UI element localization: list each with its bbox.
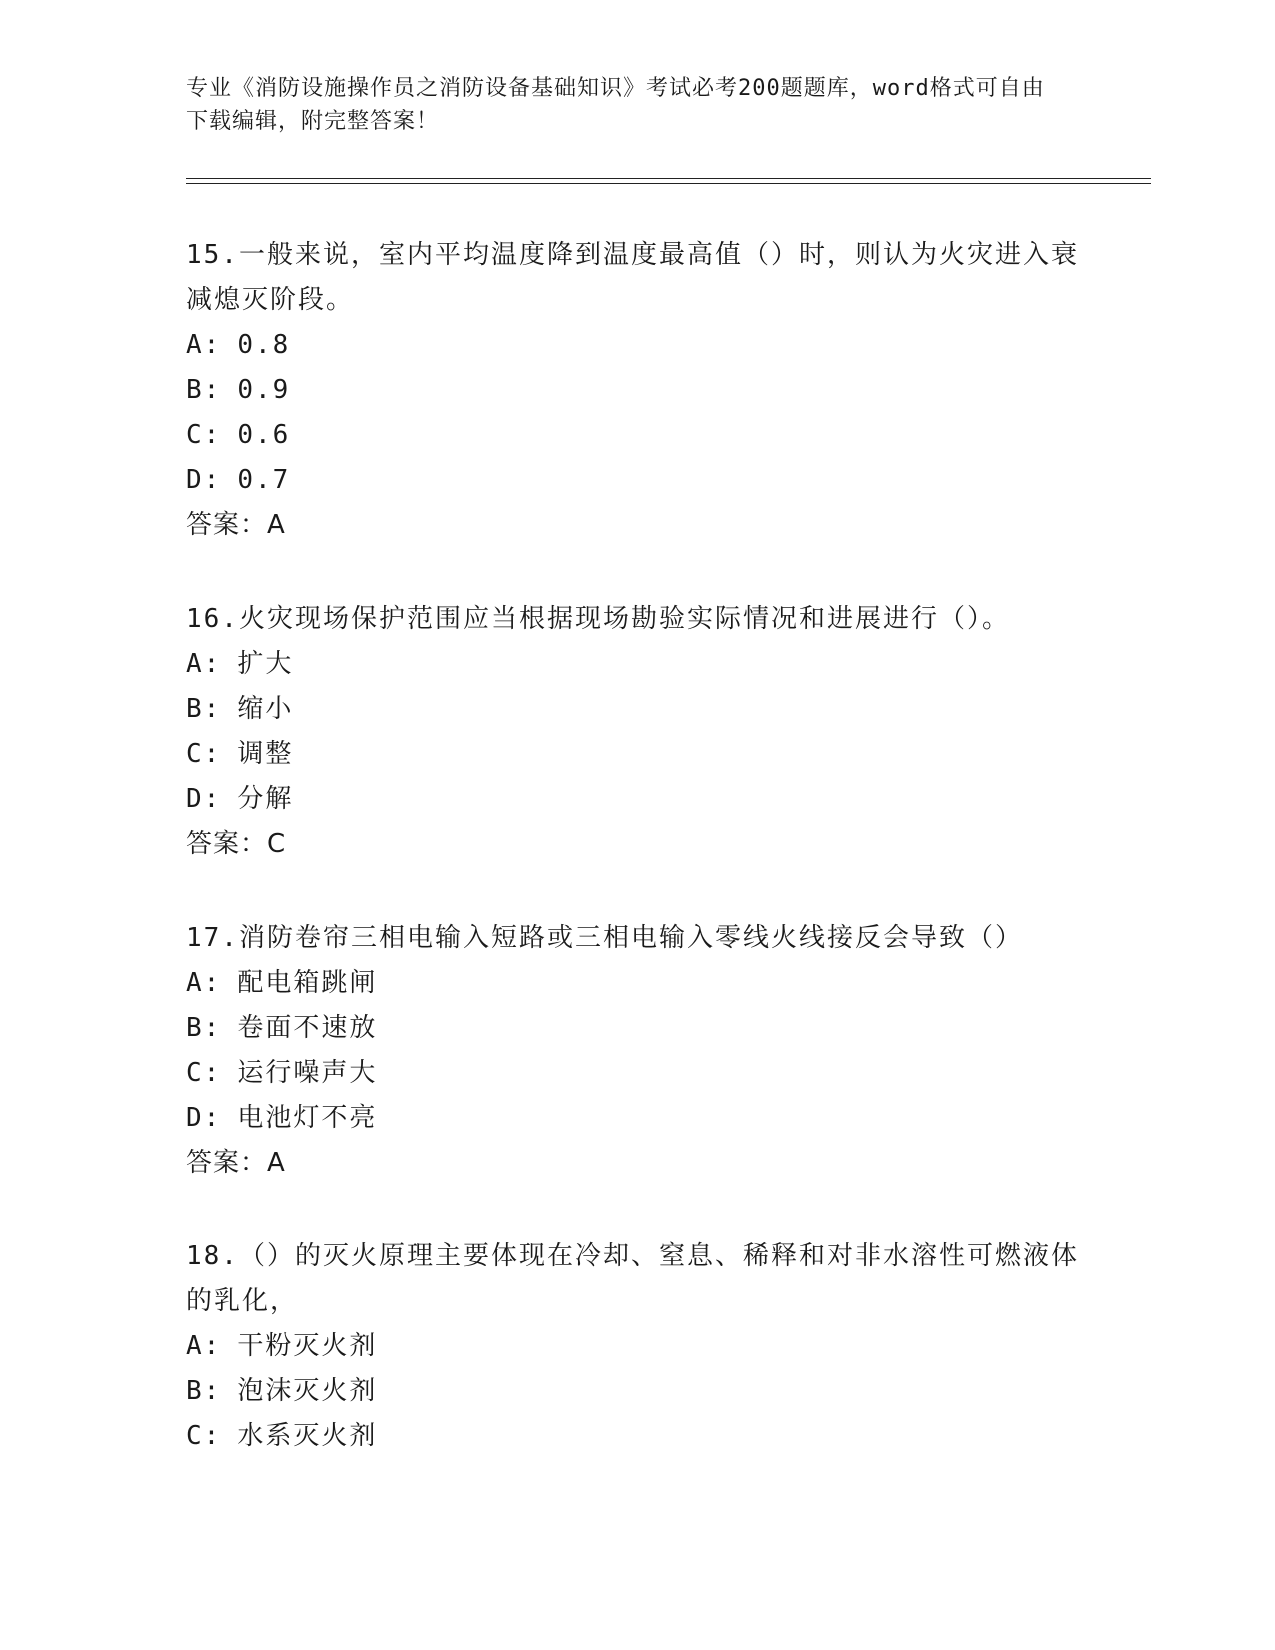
question-15: [186, 233, 1086, 548]
option-text: 0.8: [237, 330, 291, 360]
header-divider-bottom: [186, 183, 1151, 184]
option-text: 0.9: [237, 375, 291, 405]
option-text: 缩小: [237, 694, 294, 724]
question-18: [186, 1234, 1086, 1459]
option-text: 卷面不速放: [237, 1013, 378, 1043]
option-letter: A:: [186, 330, 222, 360]
option-d: [186, 1096, 1086, 1141]
question-text: 火灾现场保护范围应当根据现场勘验实际情况和进展进行（）。: [238, 604, 1010, 634]
option-letter: C:: [186, 739, 222, 769]
option-a: [186, 323, 1086, 368]
document-intro: [186, 72, 1066, 138]
option-letter: B:: [186, 1013, 222, 1043]
option-d: [186, 777, 1086, 822]
option-c: [186, 1051, 1086, 1096]
option-a: [186, 642, 1086, 687]
option-letter: D:: [186, 784, 222, 814]
question-stem: [186, 1234, 1086, 1324]
answer: 答案：A: [186, 510, 286, 540]
question-text: （）的灭火原理主要体现在冷却、窒息、稀释和对非水溶性可燃液体的乳化，: [186, 1241, 1079, 1316]
option-c: [186, 1414, 1086, 1459]
option-text: 水系灭火剂: [237, 1421, 378, 1451]
answer: 答案：C: [186, 829, 287, 859]
option-text: 运行噪声大: [237, 1058, 378, 1088]
option-text: 泡沫灭火剂: [237, 1376, 378, 1406]
question-number: 18.: [186, 1241, 239, 1271]
option-c: [186, 732, 1086, 777]
answer: 答案：A: [186, 1148, 286, 1178]
option-b: [186, 687, 1086, 732]
option-b: [186, 1369, 1086, 1414]
question-stem: [186, 233, 1086, 323]
header-divider-top: [186, 178, 1151, 179]
question-stem: [186, 597, 1086, 642]
question-number: 16.: [186, 604, 239, 634]
option-c: [186, 413, 1086, 458]
question-text: 一般来说，室内平均温度降到温度最高值（）时，则认为火灾进入衰减熄灭阶段。: [186, 240, 1079, 315]
option-a: [186, 1324, 1086, 1369]
question-16: [186, 597, 1086, 867]
option-letter: B:: [186, 1376, 222, 1406]
option-text: 分解: [237, 784, 294, 814]
option-b: [186, 1006, 1086, 1051]
option-text: 0.6: [237, 420, 291, 450]
option-letter: C:: [186, 1058, 222, 1088]
option-letter: A:: [186, 649, 222, 679]
option-letter: D:: [186, 465, 222, 495]
option-letter: B:: [186, 375, 222, 405]
option-text: 配电箱跳闸: [237, 968, 378, 998]
question-number: 15.: [186, 240, 239, 270]
option-text: 电池灯不亮: [237, 1103, 378, 1133]
question-text: 消防卷帘三相电输入短路或三相电输入零线火线接反会导致（）: [238, 923, 1023, 953]
option-letter: C:: [186, 420, 222, 450]
question-number: 17.: [186, 923, 239, 953]
intro-text: 专业《消防设施操作员之消防设备基础知识》考试必考200题题库，word格式可自由下载编辑，附完整答案！: [186, 76, 1045, 134]
option-text: 扩大: [237, 649, 294, 679]
option-letter: A:: [186, 1331, 222, 1361]
option-letter: D:: [186, 1103, 222, 1133]
option-letter: C:: [186, 1421, 222, 1451]
question-stem: [186, 916, 1086, 961]
option-b: [186, 368, 1086, 413]
option-text: 干粉灭火剂: [237, 1331, 378, 1361]
option-letter: B:: [186, 694, 222, 724]
option-text: 调整: [237, 739, 294, 769]
question-17: [186, 916, 1086, 1186]
option-text: 0.7: [237, 465, 291, 495]
option-a: [186, 961, 1086, 1006]
option-letter: A:: [186, 968, 222, 998]
option-d: [186, 458, 1086, 503]
